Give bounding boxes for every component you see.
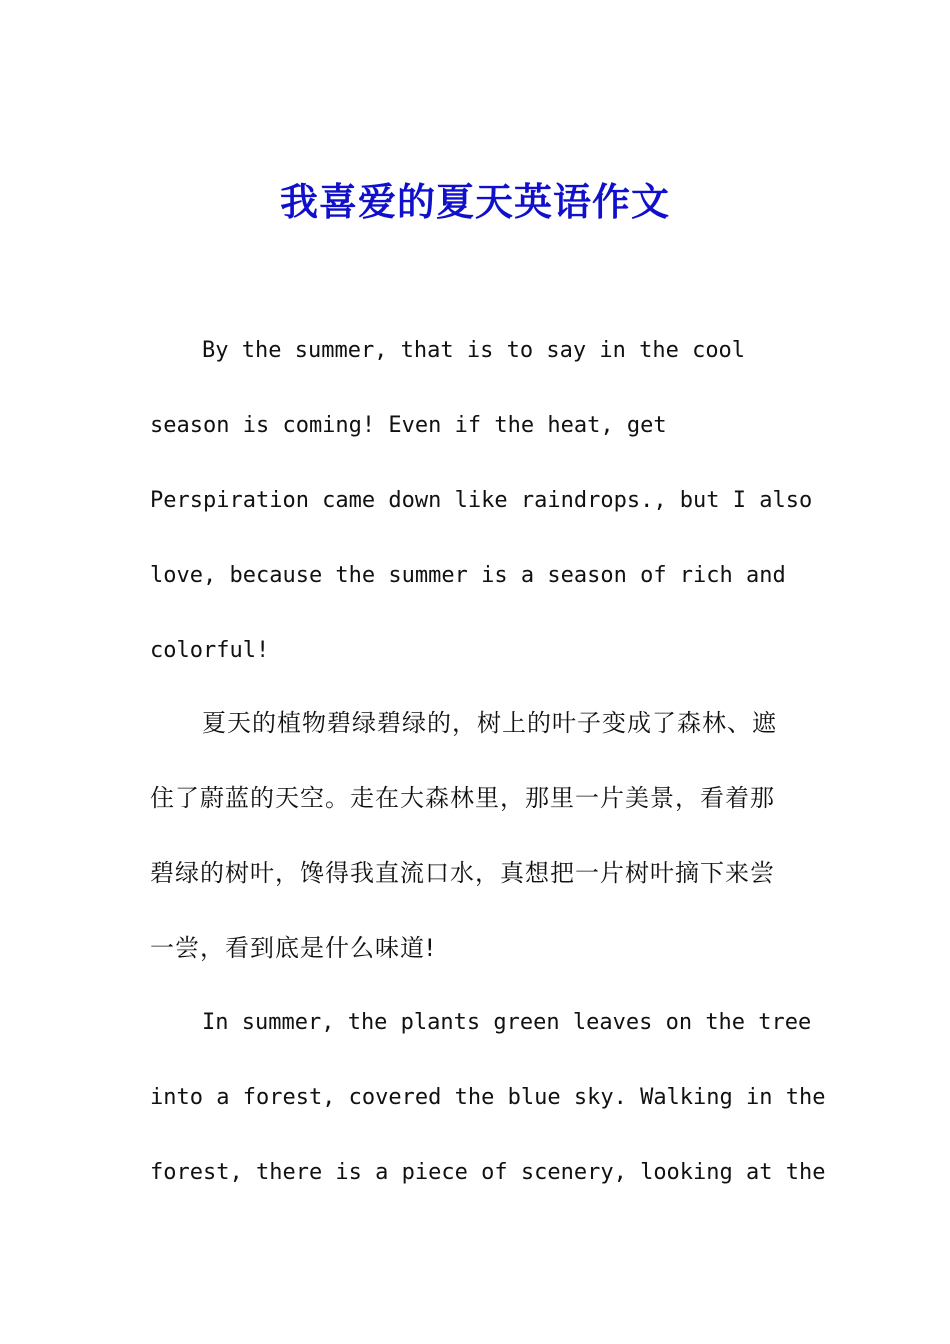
text-line: Perspiration came down like raindrops., but I also	[150, 488, 813, 513]
text-line: By the summer, that is to say in the cool	[202, 338, 746, 363]
text-line: love, because the summer is a season of rich and	[150, 563, 786, 588]
text-line: forest, there is a piece of scenery, looking at the	[150, 1160, 826, 1185]
document-title: 我喜爱的夏天英语作文	[279, 179, 670, 224]
text-line: 夏天的植物碧绿碧绿的，树上的叶子变成了森林、遮	[202, 709, 777, 737]
text-line: into a forest, covered the blue sky. Walking in the	[150, 1085, 826, 1110]
text-line: 碧绿的树叶，馋得我直流口水，真想把一片树叶摘下来尝	[150, 859, 775, 887]
text-line: colorful!	[150, 638, 270, 663]
text-line: season is coming! Even if the heat, get	[150, 413, 667, 438]
text-line: 一尝，看到底是什么味道!	[150, 934, 436, 962]
text-line: In summer, the plants green leaves on the tree	[202, 1010, 812, 1035]
text-line: 住了蔚蓝的天空。走在大森林里，那里一片美景，看着那	[150, 784, 775, 812]
